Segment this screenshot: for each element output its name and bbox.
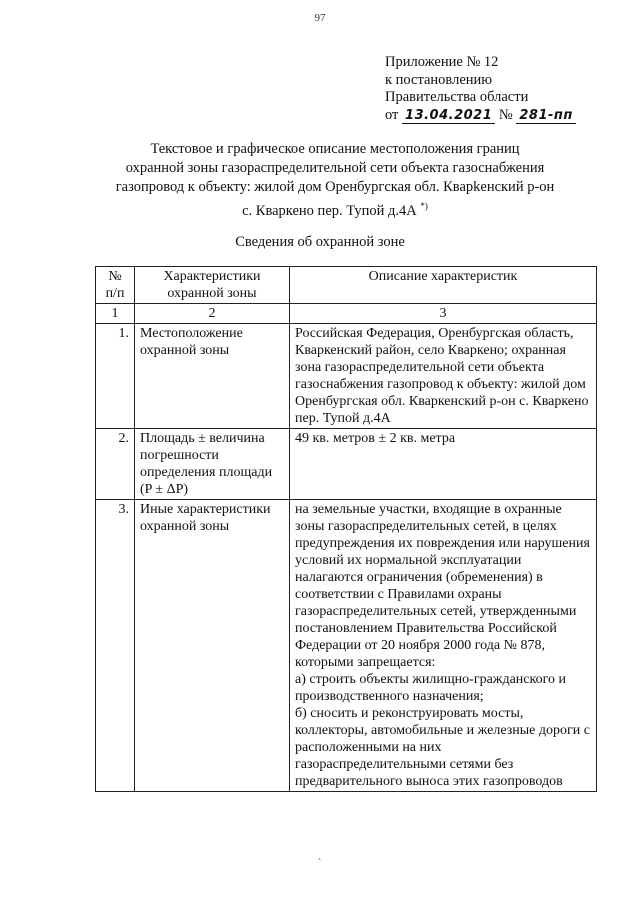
table-row — [96, 500, 597, 792]
row-description-item-b: б) сносить и реконструировать мосты, коллекторы, автомобильные и железные дороги с расположенными на них газораспределительными сетями без предварительного выноса этих газопроводов — [295, 706, 590, 789]
title-line-4: с. Кваркено пер. Тупой д.4А — [242, 202, 417, 219]
zone-info-table — [95, 266, 597, 792]
date-prefix: от — [385, 106, 399, 123]
appendix-line-1: Приложение № 12 — [385, 54, 499, 70]
header-characteristics: Характеристики охранной зоны — [135, 267, 290, 304]
row-description: Российская Федерация, Оренбургская область, Кваркенский район, село Кваркено; охранная зона газораспределительной сети объекта газоснабжения газопровод к объекту: жилой дом Оренбургская обл. Кваркенский р-он с. Кваркено пер. Тупой д.4А — [290, 324, 597, 429]
footnote-mark: *) — [420, 201, 428, 211]
row-number: 3. — [96, 500, 135, 792]
index-cell-2: 2 — [135, 304, 290, 324]
section-subtitle: Сведения об охранной зоне — [235, 234, 405, 250]
scan-mark: ` — [318, 858, 322, 869]
index-cell-3: 3 — [290, 304, 597, 324]
table-row — [96, 429, 597, 500]
appendix-line-3: Правительства области — [385, 89, 529, 105]
document-title — [95, 140, 575, 221]
row-description: на земельные участки, входящие в охранные зоны газораспределительных сетей, в целях предупреждения их повреждения или нарушения условий их нормальной эксплуатации налагаются ограничения (обременения) в соответствии с Правилами охраны газораспределительных сетей, утвержденными постановлением Правительства Российской Федерации от 20 ноября 2000 года № 878, которыми запрещается: — [295, 502, 590, 670]
table-header-row — [96, 267, 597, 304]
title-line-4-wrap — [95, 197, 575, 221]
row-description-cell — [290, 500, 597, 792]
row-number: 1. — [96, 324, 135, 429]
title-line-3: газопровод к объекту: жилой дом Оренбургская обл. Кварkенский р-он — [115, 179, 555, 195]
index-cell-1: 1 — [96, 304, 135, 324]
row-description: 49 кв. метров ± 2 кв. метра — [290, 429, 597, 500]
row-characteristic: Иные характеристики охранной зоны — [135, 500, 290, 792]
title-line-2: охранной зоны газораспределительной сети объекта газоснабжения — [125, 160, 545, 176]
row-characteristic: Площадь ± величина погрешности определения площади (P ± ΔP) — [135, 429, 290, 500]
row-characteristic: Местоположение охранной зоны — [135, 324, 290, 429]
title-line-1: Текстовое и графическое описание местоположения границ — [150, 141, 520, 157]
page-number: 97 — [314, 12, 326, 24]
appendix-block — [385, 54, 576, 124]
appendix-line-2: к постановлению — [385, 71, 493, 88]
header-number: № п/п — [96, 267, 135, 304]
handwritten-date: 13.04.2021 — [402, 108, 495, 124]
header-description: Описание характеристик — [290, 267, 597, 304]
row-description-item-a: а) строить объекты жилищно-гражданского и производственного назначения; — [295, 672, 566, 704]
table-index-row — [96, 304, 597, 324]
row-number: 2. — [96, 429, 135, 500]
number-sign: № — [498, 106, 513, 123]
table-row — [96, 324, 597, 429]
handwritten-number: 281-пп — [516, 108, 576, 124]
appendix-date-line — [385, 107, 576, 125]
